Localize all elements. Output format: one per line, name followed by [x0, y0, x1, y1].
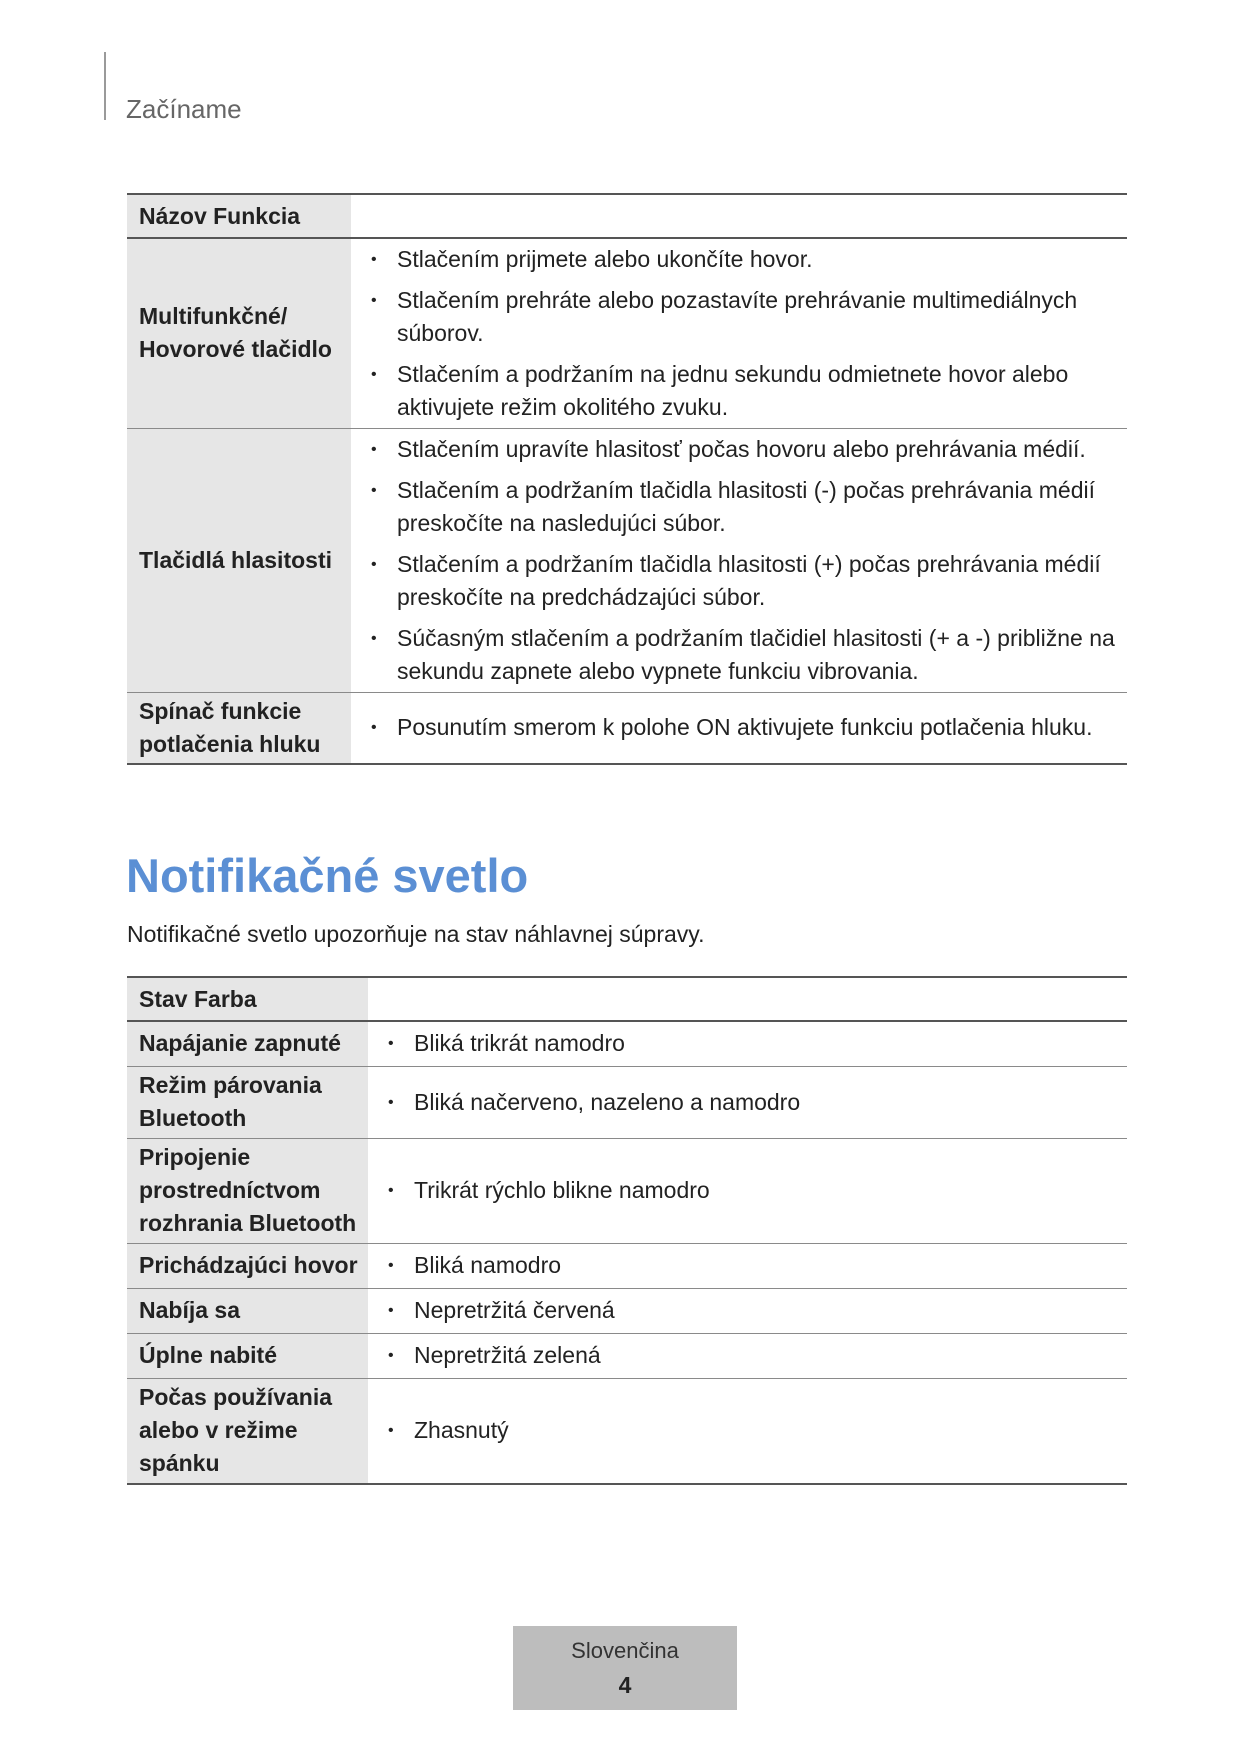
function-name: Spínač funkcie potlačenia hluku [127, 692, 351, 764]
state-label: Pripojenie prostredníctvom rozhrania Bluetooth [127, 1138, 368, 1243]
color-description [368, 1138, 1127, 1243]
state-label: Režim párovania Bluetooth [127, 1066, 368, 1138]
table-row [127, 1066, 1127, 1138]
table-row [127, 1333, 1127, 1378]
function-item: • Stlačením a podržaním na jednu sekundu odmietnete hovor alebo aktivujete režim okolitého zvuku. [369, 358, 1117, 424]
function-table-header [127, 194, 1127, 238]
state-label: Počas používania alebo v režime spánku [127, 1378, 368, 1484]
function-item: • Posunutím smerom k polohe ON aktivujete funkciu potlačenia hluku. [369, 711, 1117, 744]
function-name: Multifunkčné/ Hovorové tlačidlo [127, 238, 351, 428]
function-item: • Stlačením prehráte alebo pozastavíte prehrávanie multimediálnych súborov. [369, 284, 1117, 350]
state-label: Úplne nabité [127, 1333, 368, 1378]
function-description [351, 238, 1127, 428]
color-item: • Nepretržitá zelená [386, 1339, 1117, 1372]
function-table [127, 193, 1127, 765]
section-intro: Notifikačné svetlo upozorňuje na stav náhlavnej súpravy. [127, 921, 705, 947]
notification-table-header-label: Stav Farba [127, 977, 368, 1021]
function-table-header-label: Názov Funkcia [127, 194, 351, 238]
table-row [127, 692, 1127, 764]
table-row [127, 1288, 1127, 1333]
section-title: Notifikačné svetlo [126, 849, 529, 902]
table-row [127, 1243, 1127, 1288]
color-description [368, 1066, 1127, 1138]
color-item: • Nepretržitá červená [386, 1294, 1117, 1327]
margin-rule [104, 52, 106, 120]
table-row [127, 1021, 1127, 1066]
color-item: • Bliká namodro [386, 1249, 1117, 1282]
section-header: Začíname [126, 94, 242, 124]
notification-table-header [127, 977, 1127, 1021]
function-description [351, 428, 1127, 692]
color-item: • Bliká načerveno, nazeleno a namodro [386, 1086, 1117, 1119]
color-item: • Trikrát rýchlo blikne namodro [386, 1174, 1117, 1207]
function-description [351, 692, 1127, 764]
color-description [368, 1288, 1127, 1333]
function-item: • Stlačením a podržaním tlačidla hlasitosti (+) počas prehrávania médií preskočíte na predchádzajúci súbor. [369, 548, 1117, 614]
state-label: Napájanie zapnuté [127, 1021, 368, 1066]
page-number: 4 [618, 1672, 632, 1698]
notification-table [127, 976, 1127, 1485]
table-row [127, 1138, 1127, 1243]
color-description [368, 1021, 1127, 1066]
function-item: • Súčasným stlačením a podržaním tlačidiel hlasitosti (+ a -) približne na sekundu zapnete alebo vypnete funkciu vibrovania. [369, 622, 1117, 688]
table-row [127, 238, 1127, 428]
function-name: Tlačidlá hlasitosti [127, 428, 351, 692]
state-label: Nabíja sa [127, 1288, 368, 1333]
color-item: • Bliká trikrát namodro [386, 1027, 1117, 1060]
color-description [368, 1243, 1127, 1288]
footer-language: Slovenčina [571, 1638, 679, 1663]
state-label: Prichádzajúci hovor [127, 1243, 368, 1288]
function-item: • Stlačením upravíte hlasitosť počas hovoru alebo prehrávania médií. [369, 433, 1117, 466]
function-item: • Stlačením a podržaním tlačidla hlasitosti (-) počas prehrávania médií preskočíte na nasledujúci súbor. [369, 474, 1117, 540]
table-row [127, 1378, 1127, 1484]
function-table-header-blank [351, 194, 1127, 238]
function-item: • Stlačením prijmete alebo ukončíte hovor. [369, 243, 1117, 276]
color-description [368, 1333, 1127, 1378]
table-row [127, 428, 1127, 692]
color-description [368, 1378, 1127, 1484]
page-footer [513, 1626, 737, 1710]
color-item: • Zhasnutý [386, 1414, 1117, 1447]
notification-table-header-blank [368, 977, 1127, 1021]
